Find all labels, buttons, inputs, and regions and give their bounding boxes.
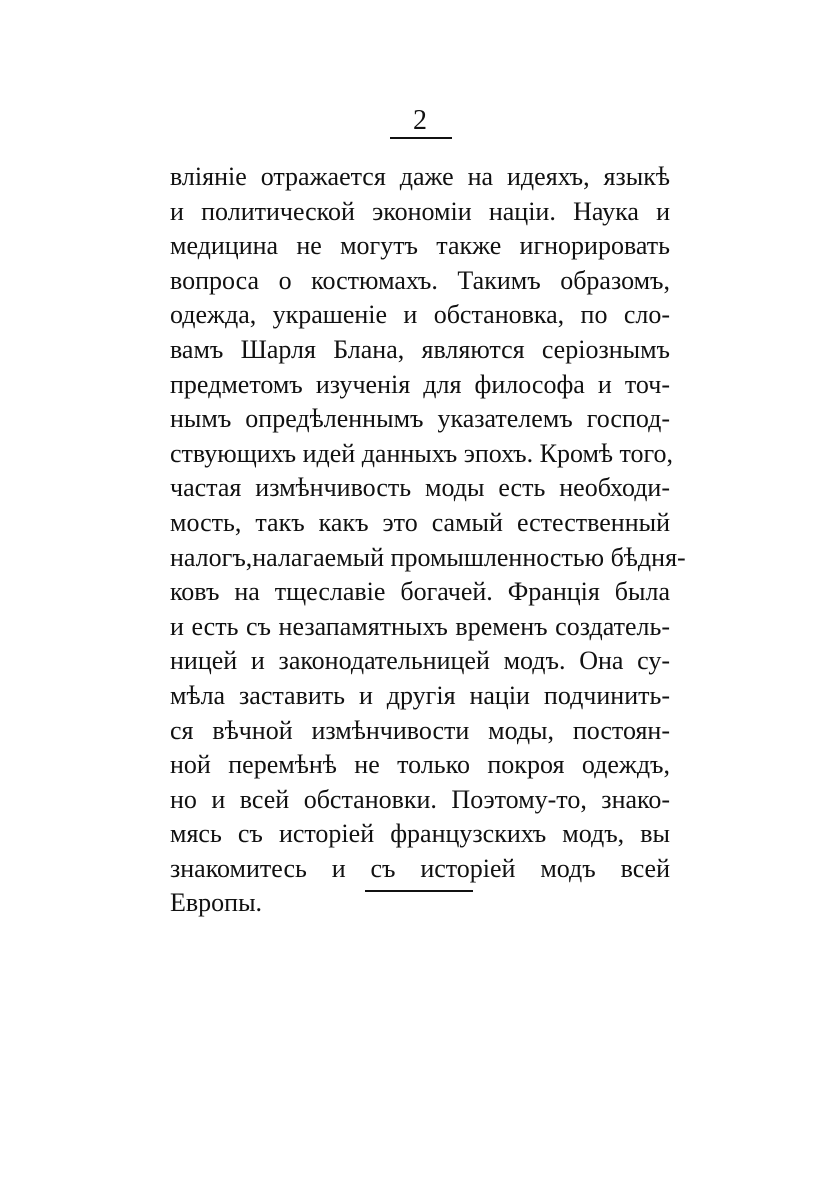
text-line: мѣла заставить и другія націи подчинить- [170, 680, 670, 710]
text-line: но и всей обстановки. Поэтому-то, знако- [170, 784, 670, 814]
text-line: мость, такъ какъ это самый естественный [170, 507, 670, 537]
body-text [170, 160, 686, 921]
text-line: нымъ опредѣленнымъ указателемъ господ- [170, 404, 670, 434]
text-line: ной перемѣнѣ не только покроя одеждъ, [170, 750, 670, 780]
text-line: ницей и законодательницей модъ. Она су- [170, 646, 670, 676]
text-line: ствующихъ идей данныхъ эпохъ. Кромѣ того, [170, 438, 674, 468]
page-number-underline [390, 137, 452, 139]
text-line: предметомъ изученія для философа и точ- [170, 369, 670, 399]
text-line: одежда, украшеніе и обстановка, по сло- [170, 300, 670, 330]
text-line: вопроса о костюмахъ. Такимъ образомъ, [170, 265, 670, 295]
text-line: и есть съ незапамятныхъ временъ создатель- [170, 611, 670, 641]
text-line: мясь съ исторіей французскихъ модъ, вы [170, 819, 670, 849]
text-line: налогъ,налагаемый промышленностью бѣдня- [170, 542, 686, 572]
page-number: 2 [413, 105, 427, 136]
text-line: и политической экономіи націи. Наука и [170, 196, 670, 226]
text-line: частая измѣнчивость моды есть необходи- [170, 473, 670, 503]
text-line: ковъ на тщеславіе богачей. Франція была [170, 577, 670, 607]
text-line: вамъ Шарля Блана, являются серіознымъ [170, 334, 670, 364]
text-line: вліяніе отражается даже на идеяхъ, языкѣ [170, 162, 670, 191]
text-line: ся вѣчной измѣнчивости моды, постоян- [170, 715, 670, 745]
end-divider [365, 890, 473, 892]
text-line: знакомитесь и съ исторіей модъ всей [170, 853, 670, 883]
text-line: Европы. [170, 888, 263, 918]
text-line: медицина не могутъ также игнорировать [170, 231, 670, 261]
